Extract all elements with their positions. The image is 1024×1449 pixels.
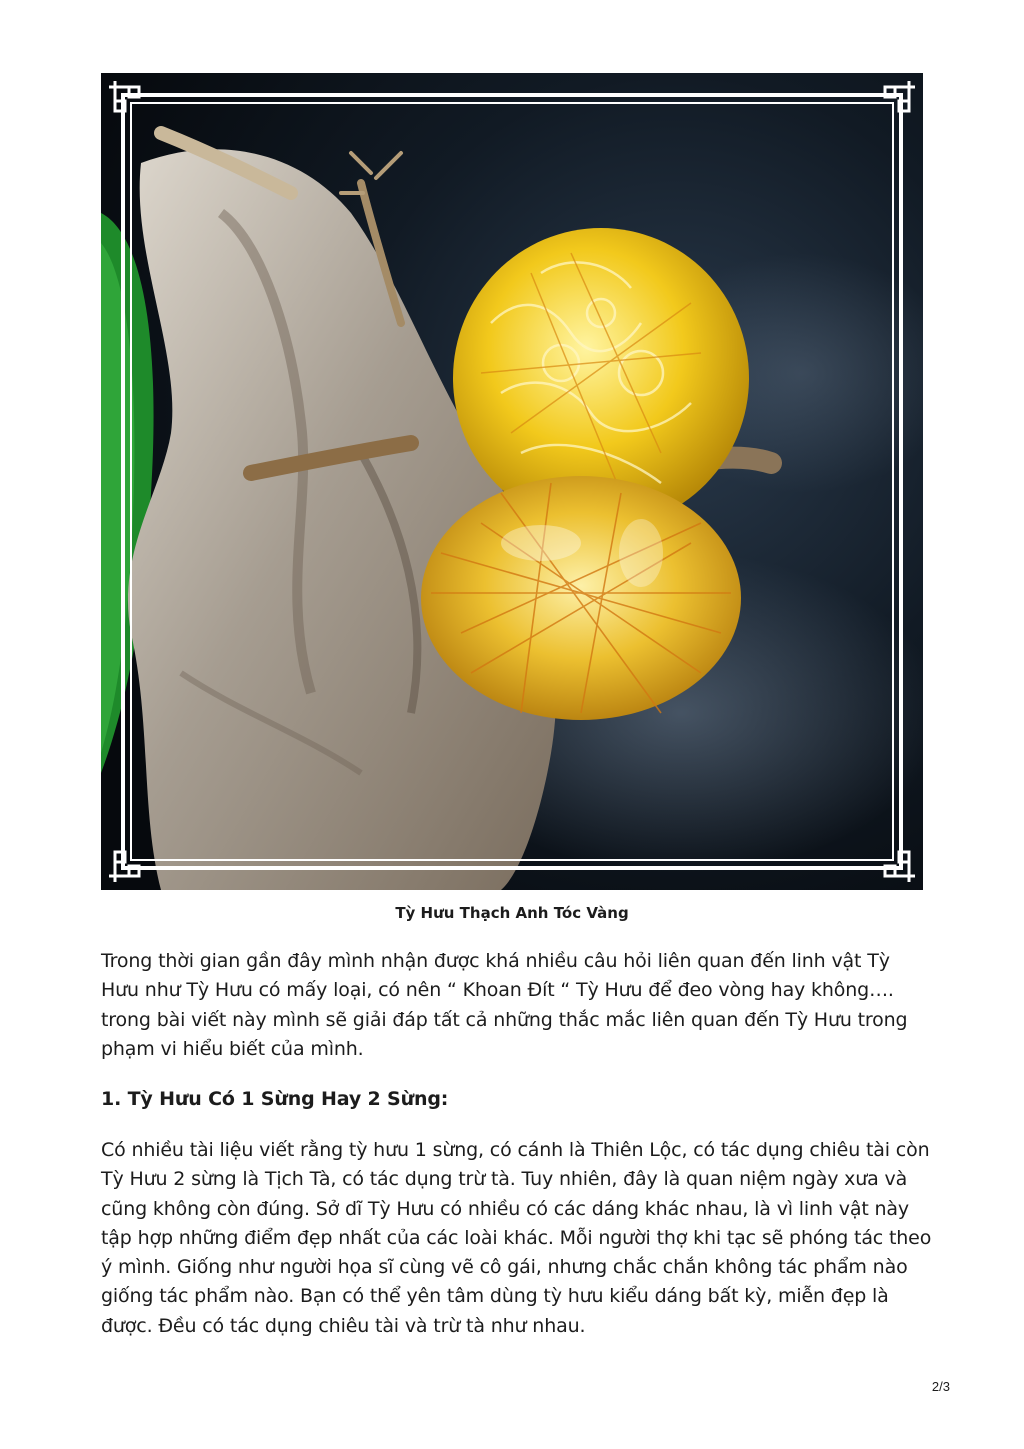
section-heading: 1. Tỳ Hưu Có 1 Sừng Hay 2 Sừng:	[101, 1088, 449, 1110]
page-number: 2/3	[931, 1379, 950, 1394]
intro-paragraph: Trong thời gian gần đây mình nhận được khá nhiều câu hỏi liên quan đến linh vật Tỳ Hưu như Tỳ Hưu có mấy loại, có nên “ Khoan Đít “ Tỳ Hưu để đeo vòng hay không…. trong bài viết này mình sẽ giải đáp tất cả những thắc mắc liên quan đến Tỳ Hưu trong phạm vi hiểu biết của mình.	[101, 950, 908, 1060]
figure-caption: Tỳ Hưu Thạch Anh Tóc Vàng	[395, 904, 629, 922]
product-photo	[101, 73, 923, 890]
section-paragraph: Có nhiều tài liệu viết rằng tỳ hưu 1 sừng, có cánh là Thiên Lộc, có tác dụng chiêu tài còn Tỳ Hưu 2 sừng là Tịch Tà, có tác dụng trừ tà. Tuy nhiên, đây là quan niệm ngày xưa và cũng không còn đúng. Sở dĩ Tỳ Hưu có nhiều có các dáng khác nhau, là vì linh vật này tập hợp những điểm đẹp nhất của các loài khác. Mỗi người thợ khi tạc sẽ phóng tác theo ý mình. Giống như người họa sĩ cùng vẽ cô gái, nhưng chắc chắn không tác phẩm nào giống tác phẩm nào. Bạn có thể yên tâm dùng tỳ hưu kiểu dáng bất kỳ, miễn đẹp là được. Đều có tác dụng chiêu tài và trừ tà như nhau.	[101, 1139, 932, 1337]
